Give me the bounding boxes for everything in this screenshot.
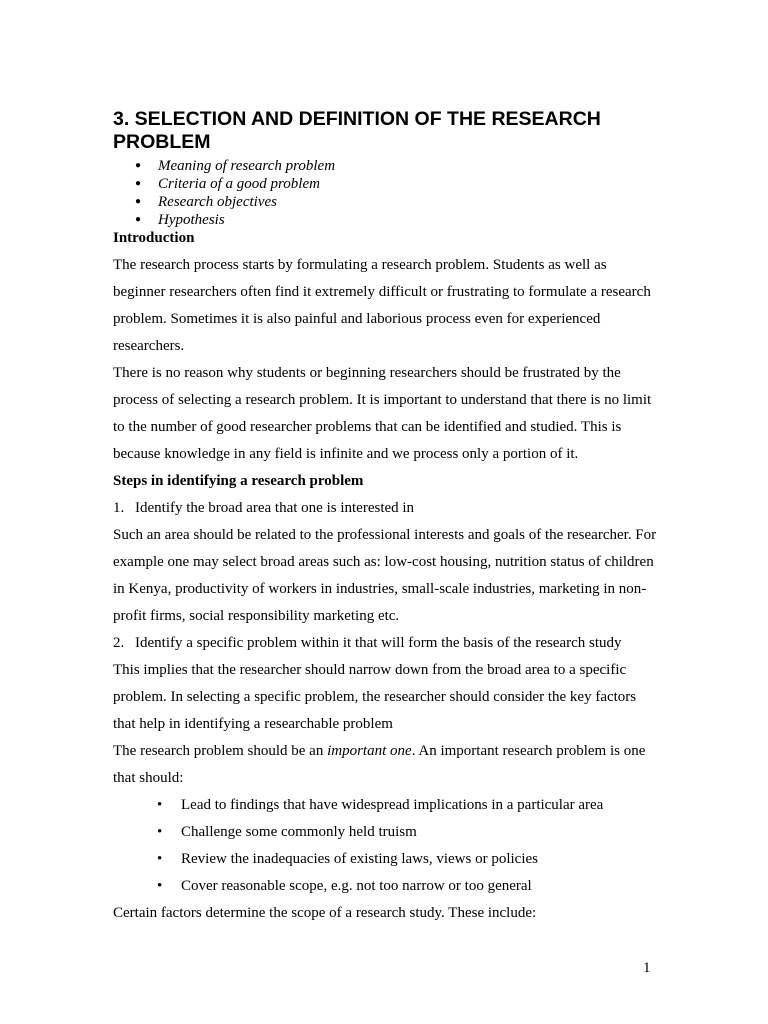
- criteria-item: • Lead to findings that have widespread implications in a particular area: [157, 792, 658, 819]
- bullet-icon: •: [157, 824, 163, 840]
- outline-item: ● Criteria of a good problem: [135, 176, 320, 192]
- important-paragraph: The research problem should be an important one. An important research problem is one that should:: [113, 743, 646, 786]
- criteria-item: • Cover reasonable scope, e.g. not too narrow or too general: [157, 873, 658, 900]
- emphasis-text: important one: [327, 743, 412, 759]
- step-1-text: Identify the broad area that one is interested in: [135, 500, 415, 516]
- page-number: 1: [643, 960, 651, 976]
- criteria-item: • Review the inadequacies of existing laws, views or policies: [157, 846, 658, 873]
- steps-heading: Steps in identifying a research problem: [113, 473, 364, 489]
- outline-item: ● Hypothesis: [135, 212, 225, 228]
- bullet-icon: ●: [135, 160, 142, 171]
- bullet-icon: •: [157, 797, 163, 813]
- step-1-number: 1.: [113, 500, 125, 516]
- intro-paragraph-1: The research process starts by formulating a research problem. Students as well as beginner researchers often find it extremely difficult or frustrating to formulate a research problem. Sometimes it is also painful and laborious process even for experienced researchers.: [113, 257, 651, 354]
- step-1-body: Such an area should be related to the professional interests and goals of the researcher. For example one may select broad areas such as: low-cost housing, nutrition status of children in Kenya, productivity of workers in industries, small-scale industries, marketing in non-profit firms, social responsibility marketing etc.: [113, 527, 657, 624]
- bullet-icon: ●: [135, 178, 142, 189]
- step-2-body: This implies that the researcher should narrow down from the broad area to a specific problem. In selecting a specific problem, the researcher should consider the key factors that help in identifying a researchable problem: [113, 662, 637, 732]
- step-2-title: [113, 630, 658, 657]
- criteria-item: • Challenge some commonly held truism: [157, 819, 658, 846]
- bullet-icon: •: [157, 878, 163, 894]
- bullet-icon: ●: [135, 196, 142, 207]
- bullet-icon: ●: [135, 214, 142, 225]
- step-2-number: 2.: [113, 635, 125, 651]
- page-title: 3. SELECTION AND DEFINITION OF THE RESEARCH PROBLEM: [113, 108, 601, 153]
- step-2-text: Identify a specific problem within it that will form the basis of the research study: [135, 635, 622, 651]
- step-1-title: [113, 495, 658, 522]
- introduction-heading: Introduction: [113, 230, 195, 246]
- document-page: [113, 108, 658, 927]
- criteria-list: [113, 792, 658, 900]
- outline-item: ● Meaning of research problem: [135, 158, 336, 174]
- intro-paragraph-2: There is no reason why students or beginning researchers should be frustrated by the process of selecting a research problem. It is important to understand that there is no limit to the number of good researcher problems that can be identified and studied. This is because knowledge in any field is infinite and we process only a portion of it.: [113, 365, 652, 462]
- outline-item: ● Research objectives: [135, 194, 277, 210]
- chapter-outline: [113, 157, 658, 229]
- bullet-icon: •: [157, 851, 163, 867]
- closing-paragraph: Certain factors determine the scope of a research study. These include:: [113, 905, 537, 921]
